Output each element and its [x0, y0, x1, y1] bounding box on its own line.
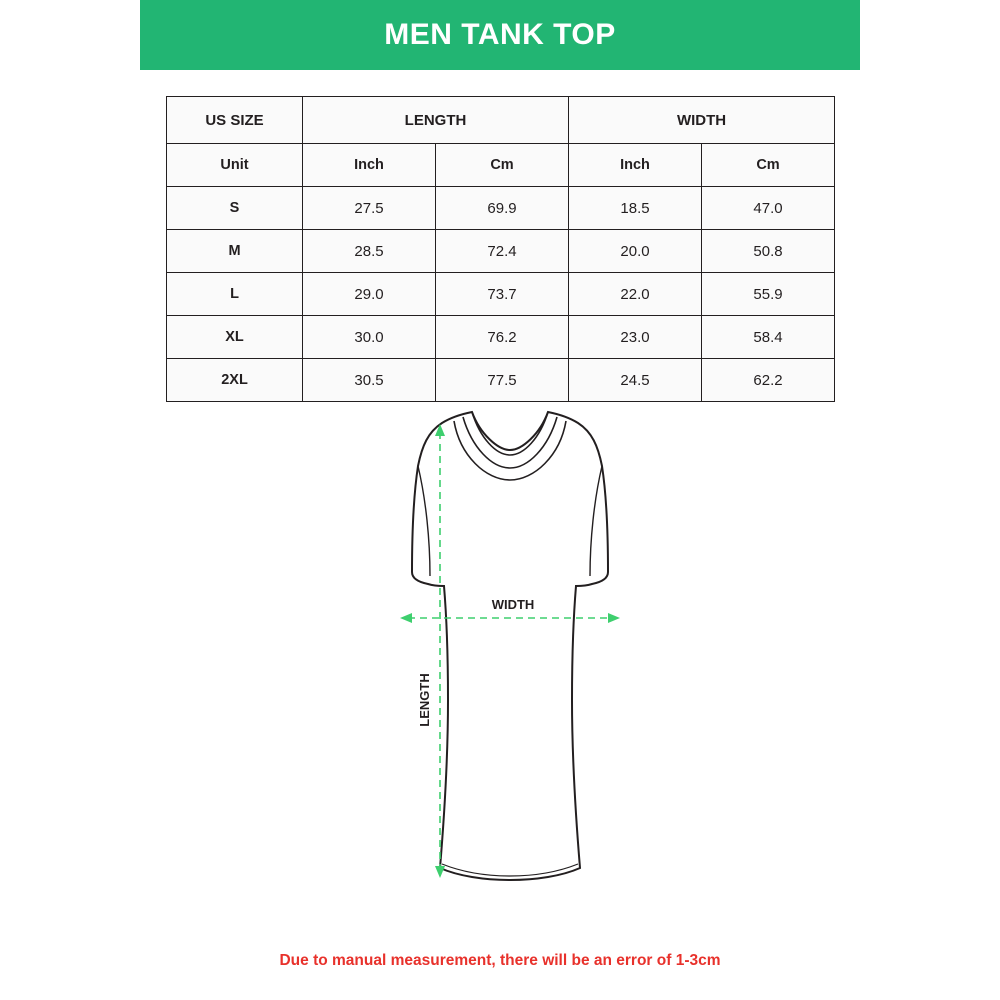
row-size: L	[167, 273, 303, 316]
row-width-inch: 24.5	[569, 359, 702, 402]
row-width-inch: 20.0	[569, 230, 702, 273]
row-length-inch: 27.5	[303, 187, 436, 230]
header-banner	[140, 0, 860, 70]
table-header-row	[167, 97, 835, 144]
row-size: M	[167, 230, 303, 273]
row-length-inch: 30.0	[303, 316, 436, 359]
header-us-size: US SIZE	[167, 97, 303, 144]
row-length-cm: 76.2	[436, 316, 569, 359]
garment-diagram	[330, 400, 690, 910]
tank-top-outline	[412, 412, 608, 880]
row-length-inch: 30.5	[303, 359, 436, 402]
row-length-cm: 73.7	[436, 273, 569, 316]
table-row	[167, 273, 835, 316]
row-length-inch: 29.0	[303, 273, 436, 316]
measurement-disclaimer: Due to manual measurement, there will be an error of 1-3cm	[279, 952, 721, 969]
row-size: S	[167, 187, 303, 230]
unit-length-inch: Inch	[303, 144, 436, 187]
length-label: LENGTH	[417, 673, 432, 727]
page-title: MEN TANK TOP	[384, 18, 616, 51]
row-length-cm: 72.4	[436, 230, 569, 273]
row-width-inch: 22.0	[569, 273, 702, 316]
unit-width-cm: Cm	[702, 144, 835, 187]
table-unit-row	[167, 144, 835, 187]
width-label: WIDTH	[491, 597, 535, 612]
row-length-inch: 28.5	[303, 230, 436, 273]
table-row	[167, 187, 835, 230]
table-row	[167, 316, 835, 359]
row-width-inch: 18.5	[569, 187, 702, 230]
table-row	[167, 359, 835, 402]
row-size: XL	[167, 316, 303, 359]
row-length-cm: 77.5	[436, 359, 569, 402]
row-size: 2XL	[167, 359, 303, 402]
table-row	[167, 230, 835, 273]
header-width: WIDTH	[569, 97, 835, 144]
unit-width-inch: Inch	[569, 144, 702, 187]
row-width-cm: 47.0	[702, 187, 835, 230]
row-width-inch: 23.0	[569, 316, 702, 359]
row-width-cm: 62.2	[702, 359, 835, 402]
row-width-cm: 58.4	[702, 316, 835, 359]
unit-label: Unit	[167, 144, 303, 187]
row-length-cm: 69.9	[436, 187, 569, 230]
header-length: LENGTH	[303, 97, 569, 144]
row-width-cm: 55.9	[702, 273, 835, 316]
unit-length-cm: Cm	[436, 144, 569, 187]
size-chart-table	[166, 96, 834, 402]
row-width-cm: 50.8	[702, 230, 835, 273]
